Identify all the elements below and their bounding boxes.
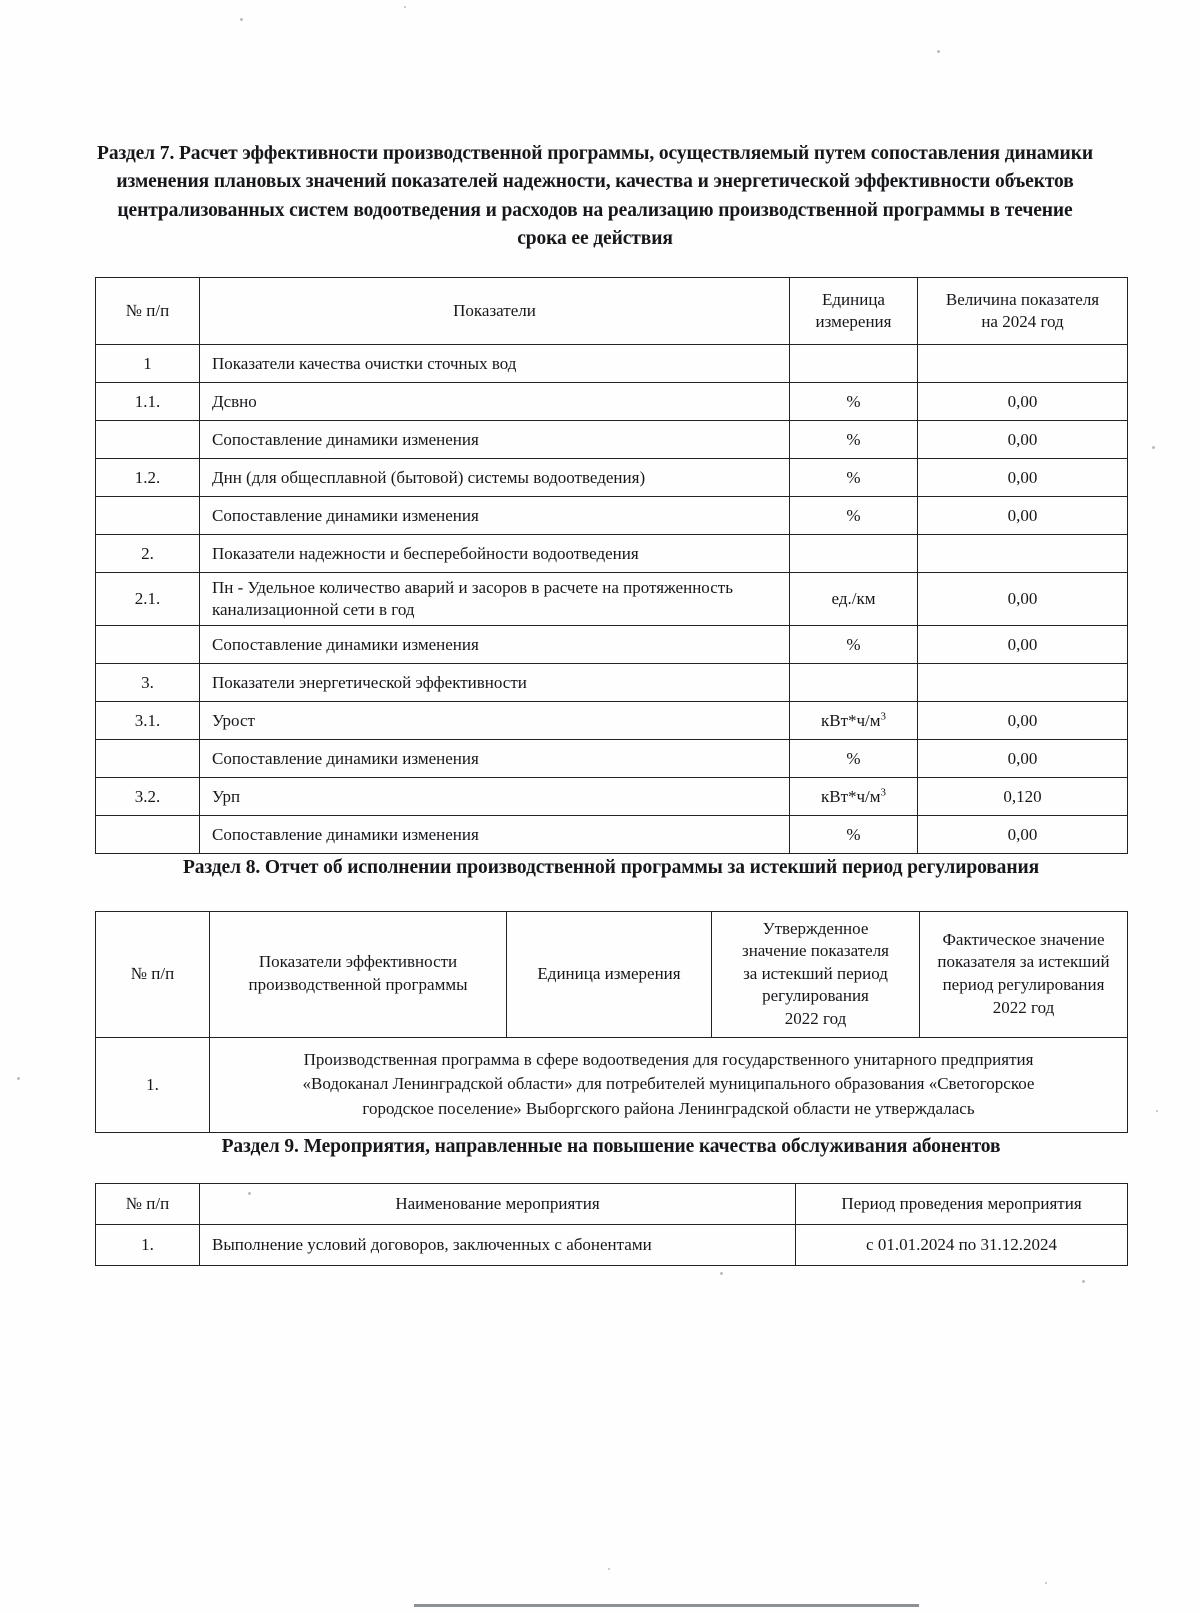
row-unit	[790, 778, 918, 816]
row-unit: ед./км	[790, 573, 918, 626]
note-line1: Производственная программа в сфере водоотведения для государственного унитарного предприятия	[303, 1049, 1034, 1069]
row-unit-exponent: 3	[880, 786, 887, 799]
column-header-indicator-line2: производственной программы	[248, 975, 468, 995]
row-note	[210, 1037, 1128, 1132]
row-measure-name: Выполнение условий договоров, заключенных с абонентами	[200, 1224, 796, 1265]
row-unit: %	[790, 740, 918, 778]
row-indicator: Дсвно	[200, 383, 790, 421]
row-indicator: Сопоставление динамики изменения	[200, 421, 790, 459]
column-header-unit-line1: Единица	[822, 290, 885, 310]
table-row	[96, 1224, 1128, 1265]
row-value: 0,00	[918, 459, 1128, 497]
table-row	[96, 383, 1128, 421]
row-unit: %	[790, 626, 918, 664]
column-header-unit-line2: измерения	[815, 312, 892, 332]
column-header-measure-name: Наименование мероприятия	[200, 1183, 796, 1224]
table-row	[96, 740, 1128, 778]
section-8-title: Раздел 8. Отчет об исполнении производственной программы за истекший период регулирования	[182, 857, 1040, 879]
column-header-indicator-line1: Показатели эффективности	[258, 952, 458, 972]
approved-line4: регулирования	[762, 986, 869, 1006]
section-8-table-body	[96, 1037, 1128, 1132]
column-header-unit	[790, 278, 918, 345]
scan-speckle	[937, 50, 940, 53]
table-row	[96, 816, 1128, 854]
section-9-table-body	[96, 1224, 1128, 1265]
section-7-title: Раздел 7. Расчет эффективности производственной программы, осуществляемый путем сопоставления динамики изменения плановых значений показателей надежности, качества и энергетической эффективности объектов централизованных систем водоотведения и расходов на реализацию производственной программы в течение срока ее действия	[97, 143, 1093, 249]
row-value: 0,00	[918, 740, 1128, 778]
row-indicator: Днн (для общесплавной (бытовой) системы водоотведения)	[200, 459, 790, 497]
section-9-table	[95, 1183, 1128, 1266]
section-8-table	[95, 911, 1128, 1133]
column-header-num: № п/п	[96, 911, 210, 1037]
row-unit: %	[790, 383, 918, 421]
row-value: 0,00	[918, 421, 1128, 459]
row-num	[96, 626, 200, 664]
actual-line2: показателя за истекший	[937, 952, 1110, 972]
row-indicator: Сопоставление динамики изменения	[200, 816, 790, 854]
approved-line2: значение показателя	[741, 941, 889, 961]
row-indicator: Сопоставление динамики изменения	[200, 740, 790, 778]
actual-line4: 2022 год	[992, 997, 1055, 1017]
table-row	[96, 626, 1128, 664]
row-indicator: Урп	[200, 778, 790, 816]
table-row	[96, 345, 1128, 383]
row-num: 1.	[96, 1037, 210, 1132]
scan-speckle	[240, 18, 243, 21]
column-header-value-line1: Величина показателя	[945, 290, 1100, 310]
table-row	[96, 778, 1128, 816]
row-unit	[790, 535, 918, 573]
column-header-value	[918, 278, 1128, 345]
column-header-indicator: Показатели	[200, 278, 790, 345]
table-row	[96, 664, 1128, 702]
scan-speckle	[1082, 1280, 1085, 1283]
row-value: 0,00	[918, 573, 1128, 626]
column-header-actual-value	[920, 911, 1128, 1037]
scan-speckle	[1045, 1582, 1047, 1584]
column-header-indicator	[210, 911, 507, 1037]
row-num: 3.1.	[96, 702, 200, 740]
row-indicator: Урост	[200, 702, 790, 740]
row-unit	[790, 664, 918, 702]
row-value: 0,00	[918, 383, 1128, 421]
scan-speckle	[608, 1568, 610, 1570]
note-line3: городское поселение» Выборгского района Ленинградской области не утверждалась	[362, 1098, 975, 1118]
row-measure-period: с 01.01.2024 по 31.12.2024	[796, 1224, 1128, 1265]
row-num	[96, 816, 200, 854]
approved-line3: за истекший период	[743, 963, 888, 983]
approved-line1: Утвержденное	[762, 918, 869, 938]
row-num: 3.2.	[96, 778, 200, 816]
column-header-num: № п/п	[96, 1183, 200, 1224]
column-header-value-line2: на 2024 год	[981, 312, 1064, 332]
table-row	[96, 702, 1128, 740]
row-value: 0,00	[918, 702, 1128, 740]
table-row	[96, 421, 1128, 459]
actual-line1: Фактическое значение	[942, 929, 1105, 949]
scan-speckle	[720, 1272, 723, 1275]
row-value: 0,120	[918, 778, 1128, 816]
row-unit-text: кВт*ч/м	[820, 710, 881, 730]
row-num: 1.2.	[96, 459, 200, 497]
scan-speckle	[1156, 1110, 1158, 1112]
table-row	[96, 497, 1128, 535]
scan-speckle	[17, 1077, 20, 1080]
row-indicator: Показатели надежности и бесперебойности водоотведения	[200, 535, 790, 573]
row-indicator: Сопоставление динамики изменения	[200, 626, 790, 664]
row-num: 2.	[96, 535, 200, 573]
row-value	[918, 664, 1128, 702]
note-line2: «Водоканал Ленинградской области» для потребителей муниципального образования «Светогорское	[302, 1074, 1035, 1094]
row-value	[918, 345, 1128, 383]
row-indicator: Показатели качества очистки сточных вод	[200, 345, 790, 383]
row-unit-text: кВт*ч/м	[820, 786, 881, 806]
row-unit: %	[790, 497, 918, 535]
row-num: 1.1.	[96, 383, 200, 421]
table-row	[96, 573, 1128, 626]
column-header-measure-period: Период проведения мероприятия	[796, 1183, 1128, 1224]
table-header-row	[96, 1183, 1128, 1224]
scan-edge-artifact	[414, 1604, 919, 1607]
table-row	[96, 535, 1128, 573]
row-unit	[790, 345, 918, 383]
column-header-unit: Единица измерения	[507, 911, 712, 1037]
row-value: 0,00	[918, 626, 1128, 664]
approved-line5: 2022 год	[784, 1008, 847, 1028]
row-value: 0,00	[918, 497, 1128, 535]
column-header-approved-value	[712, 911, 920, 1037]
table-header-row	[96, 278, 1128, 345]
row-unit	[790, 702, 918, 740]
section-9-title: Раздел 9. Мероприятия, направленные на повышение качества обслуживания абонентов	[221, 1135, 1001, 1157]
row-unit: %	[790, 816, 918, 854]
scan-speckle	[1152, 446, 1155, 449]
table-row	[96, 459, 1128, 497]
row-num	[96, 497, 200, 535]
row-num: 2.1.	[96, 573, 200, 626]
scan-speckle	[404, 6, 406, 8]
row-indicator: Пн - Удельное количество аварий и засоров в расчете на протяженность канализационной сети в год	[200, 573, 790, 626]
row-indicator: Сопоставление динамики изменения	[200, 497, 790, 535]
row-unit: %	[790, 421, 918, 459]
row-value	[918, 535, 1128, 573]
section-7-table-body	[96, 345, 1128, 854]
row-num: 3.	[96, 664, 200, 702]
row-num	[96, 740, 200, 778]
section-7-table	[95, 277, 1128, 854]
actual-line3: период регулирования	[942, 975, 1105, 995]
row-num	[96, 421, 200, 459]
row-unit: %	[790, 459, 918, 497]
row-indicator: Показатели энергетической эффективности	[200, 664, 790, 702]
row-value: 0,00	[918, 816, 1128, 854]
row-num: 1.	[96, 1224, 200, 1265]
table-row	[96, 1037, 1128, 1132]
row-unit-exponent: 3	[880, 710, 887, 723]
column-header-num: № п/п	[96, 278, 200, 345]
table-header-row	[96, 911, 1128, 1037]
row-num: 1	[96, 345, 200, 383]
